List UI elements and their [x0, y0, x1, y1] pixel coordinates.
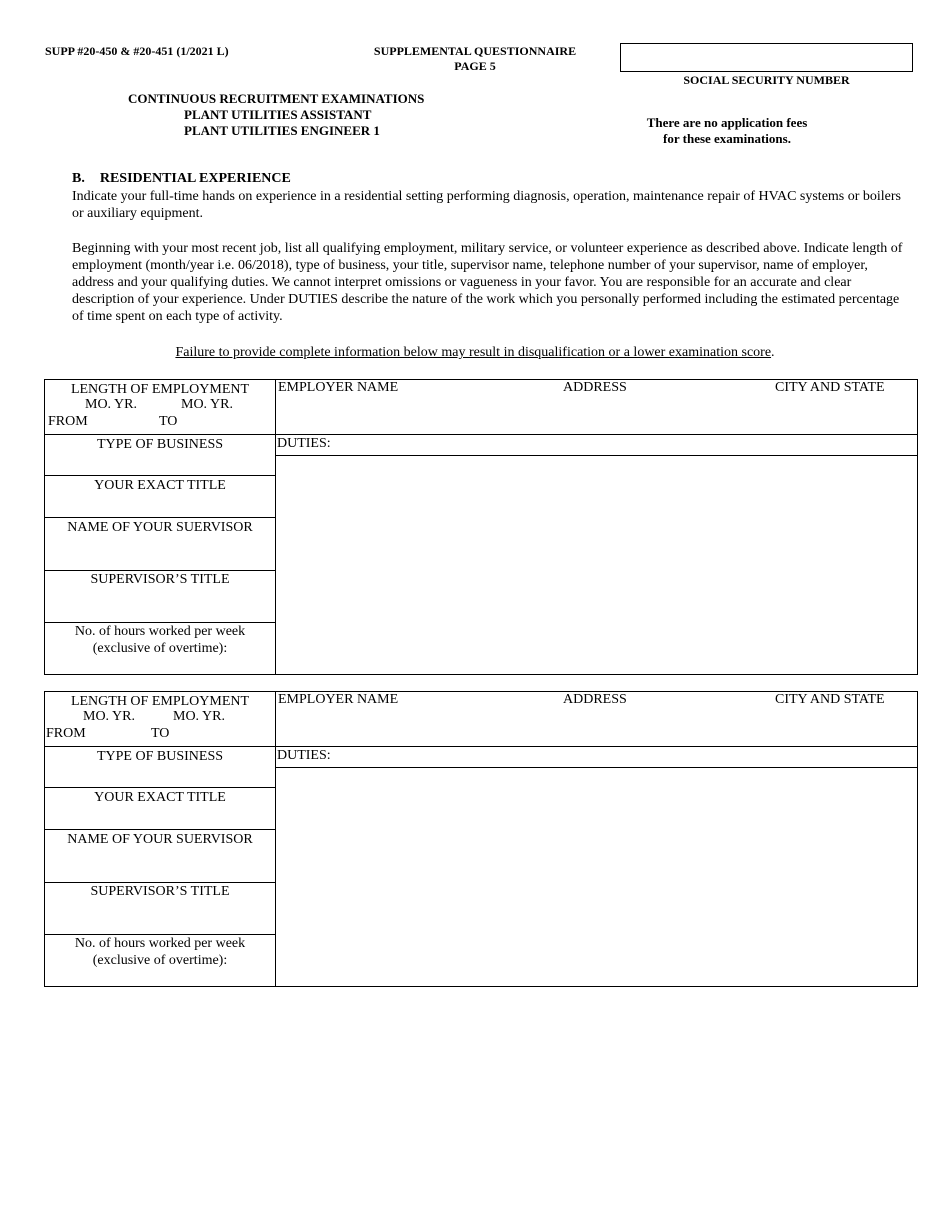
- ssn-input-box[interactable]: [620, 43, 913, 72]
- supervisor-title-label: SUPERVISOR’S TITLE: [90, 884, 230, 899]
- length-of-employment-label: LENGTH OF EMPLOYMENT: [70, 694, 250, 709]
- divider: [45, 434, 917, 435]
- exam-line-1: CONTINUOUS RECRUITMENT EXAMINATIONS: [128, 91, 425, 106]
- to-label: TO: [159, 414, 178, 429]
- hours-line-1: No. of hours worked per week: [74, 936, 246, 951]
- employer-name-label: EMPLOYER NAME: [278, 380, 399, 395]
- section-intro: Indicate your full-time hands on experience in a residential setting performing diagnosis, operation, maintenance repair of HVAC systems or boilers or auxiliary equipment.: [72, 189, 902, 221]
- duties-label: DUTIES:: [277, 436, 331, 451]
- mo-yr-to: MO. YR.: [173, 709, 225, 724]
- warning-period: .: [771, 345, 775, 360]
- warning-text: Failure to provide complete information below may result in disqualification or a lower examination score: [175, 345, 772, 360]
- duties-input-area[interactable]: [277, 768, 917, 985]
- section-heading: [72, 171, 291, 187]
- ssn-label: SOCIAL SECURITY NUMBER: [683, 73, 850, 87]
- hours-line-2: (exclusive of overtime):: [92, 953, 228, 968]
- supervisor-name-label: NAME OF YOUR SUERVISOR: [67, 832, 253, 847]
- doc-title: SUPPLEMENTAL QUESTIONNAIRE: [373, 44, 577, 58]
- address-label: ADDRESS: [563, 380, 627, 395]
- page-label: PAGE 5: [454, 59, 496, 73]
- supervisor-title-label: SUPERVISOR’S TITLE: [90, 572, 230, 587]
- address-label: ADDRESS: [563, 692, 627, 707]
- section-instructions: Beginning with your most recent job, list all qualifying employment, military service, or volunteer experience as described above. Indicate length of employment (month/year i.e. 06/2018), type of business, your title, supervisor name, telephone number of your supervisor, name of employer, address and your qualifying duties. We cannot interpret omissions or vagueness in your favor. You are responsible for an accurate and clear description of your experience. Under DUTIES describe the nature of the work which you personally performed including the estimated percentage of time spent on each type of activity.: [72, 241, 903, 324]
- divider: [45, 475, 276, 476]
- experience-table-1: [44, 379, 918, 675]
- divider: [45, 746, 917, 747]
- fees-line-1: There are no application fees: [646, 115, 808, 130]
- city-state-label: CITY AND STATE: [775, 692, 885, 707]
- fees-line-2: for these examinations.: [663, 131, 791, 146]
- supervisor-name-label: NAME OF YOUR SUERVISOR: [67, 520, 253, 535]
- from-label: FROM: [46, 726, 86, 741]
- section-title: RESIDENTIAL EXPERIENCE: [99, 171, 291, 186]
- to-label: TO: [151, 726, 170, 741]
- form-id: SUPP #20-450 & #20-451 (1/2021 L): [45, 44, 229, 58]
- exam-titles: [128, 91, 458, 139]
- mo-yr-to: MO. YR.: [181, 397, 233, 412]
- mo-yr-from: MO. YR.: [85, 397, 137, 412]
- hours-per-week-label: [45, 623, 275, 657]
- employer-name-label: EMPLOYER NAME: [278, 692, 399, 707]
- hours-per-week-label: [45, 935, 275, 969]
- fees-note: [617, 115, 837, 147]
- warning-note: [0, 345, 950, 361]
- divider: [45, 787, 276, 788]
- mo-yr-from: MO. YR.: [83, 709, 135, 724]
- duties-input-area[interactable]: [277, 456, 917, 673]
- exam-line-2: PLANT UTILITIES ASSISTANT: [184, 107, 372, 122]
- hours-line-1: No. of hours worked per week: [74, 624, 246, 639]
- duties-label: DUTIES:: [277, 748, 331, 763]
- divider: [45, 517, 276, 518]
- exam-line-3: PLANT UTILITIES ENGINEER 1: [184, 123, 380, 138]
- section-letter: B.: [72, 171, 85, 186]
- doc-title-block: [350, 44, 600, 74]
- type-of-business-label: TYPE OF BUSINESS: [96, 437, 224, 452]
- divider: [45, 829, 276, 830]
- city-state-label: CITY AND STATE: [775, 380, 885, 395]
- length-of-employment-label: LENGTH OF EMPLOYMENT: [70, 382, 250, 397]
- exact-title-label: YOUR EXACT TITLE: [94, 478, 226, 493]
- experience-table-2: [44, 691, 918, 987]
- type-of-business-label: TYPE OF BUSINESS: [96, 749, 224, 764]
- exact-title-label: YOUR EXACT TITLE: [94, 790, 226, 805]
- from-label: FROM: [48, 414, 88, 429]
- hours-line-2: (exclusive of overtime):: [92, 641, 228, 656]
